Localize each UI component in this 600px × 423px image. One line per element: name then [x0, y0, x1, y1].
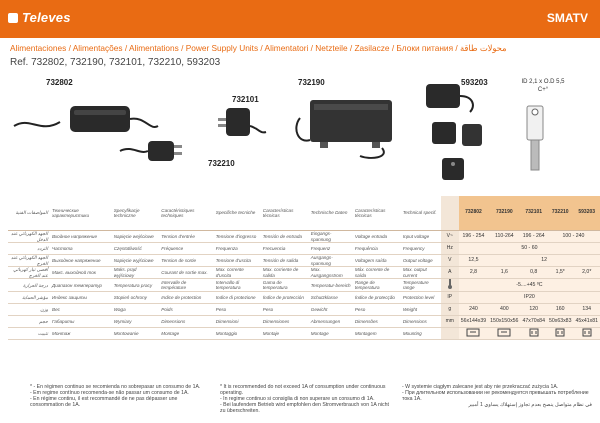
lang-header-es: Características técnicas: [261, 196, 309, 231]
code-732802: 732802: [459, 196, 488, 231]
product-code-732101: 732101: [232, 95, 259, 104]
code-732210: 732210: [547, 196, 574, 231]
top-bar: [0, 0, 600, 38]
plug-icon: [580, 328, 594, 337]
wall-mount-icon: [466, 328, 480, 337]
televes-logo: Televes: [8, 10, 71, 25]
power-supply-732101-image: [212, 104, 267, 142]
lang-header-de: Technische Daten: [309, 196, 353, 231]
table-row: درجة الحرارة Диапазон температур Temperatura pracy Intervalle de température Intervallo di temperatura Gama de temperatura Temperatur-bereich Range de temperatura Temperature range -5....+45 ºC: [8, 279, 600, 292]
code-593203: 593203: [573, 196, 600, 231]
table-row: الجهد الكهربائي عند الخرج Выходное напряжение Napięcie wyjściowe Tension de sortie Tensione d'uscita Tensión de salida Ausgangs-spannung Voltagem saída Output voltage V 12,5 12: [8, 255, 600, 267]
product-code-732190: 732190: [298, 78, 325, 87]
logo-mark-icon: [8, 13, 18, 23]
power-supply-732190-image: [290, 88, 410, 163]
table-row: الجهد الكهربائي عند الدخل Входное напряжение Napięcie wejściowe Tension d'entrée Tensione d'ingresso Tensión de entrada Eingangs-spannung Voltage entrada Input voltage V~ 196 - 254 110-264 196 - 264 100 - 240: [8, 231, 600, 243]
power-supply-732210-image: [118, 135, 218, 165]
product-code-593203: 593203: [461, 78, 488, 87]
thermometer-icon: [446, 279, 454, 289]
table-row: مؤشر الحماية Индекс защиты Stopień ochrony Indice de protection Indice di protezione Índice de protección Schutzklasse Índice de protecção Protection level IP IP20: [8, 292, 600, 304]
table-row: أقصى تيار كهربائي عند الخرج Макс. выходной ток Maks. prąd wyjściowy Courant de sortie max. Max. corrente d'uscita Max. corriente de salida Max. Ausgangsstrom Máx. corrente de saída Max. output current A 2,8 1,6 0,8 1,5* 2,0*: [8, 267, 600, 279]
product-code-732210: 732210: [208, 159, 235, 168]
lang-header-it: Specifiche tecniche: [214, 196, 261, 231]
footnotes-col3: - W systemie ciągłym zalecane jest aby nie przekraczać zużycia 1A. - При длительном использовании не рекомендуется превышать потребление тока 1А. في نظام متواصل ينصح بعدم تجاوز إستهلاك يساوي 1 أمبير: [402, 384, 592, 408]
table-header-row: [8, 196, 600, 231]
table-row: التردد Частота Częstotliwość Fréquence Frequenza Frecuencia Frequenz Frequência Frequency Hz 50 - 60: [8, 243, 600, 255]
lang-header-en: Technical specif.: [401, 196, 441, 231]
lang-header-pt: Características técnicas: [353, 196, 401, 231]
footnotes-col2: * It is recommended do not exceed 1A of consumption under continuous operating. - In regime continuo si consiglia di non superare un consumo di 1A. - Bei laufendem Betrieb wird empfohlen den Stromverbrauch von 1A nicht zu überschreiten.: [220, 384, 389, 414]
table-row: وزن Вес Waga Poids Peso Peso Gewicht Peso Weight g 240 400 120 160 134: [8, 304, 600, 316]
spec-table: [8, 196, 600, 340]
lang-header-fr: Caractéristiques techniques: [159, 196, 214, 231]
connector-spec: ID 2,1 x O.D 5,5 C+°: [521, 79, 565, 93]
lang-header-ar: المواصفات الفنية: [8, 196, 50, 231]
wall-mount-icon: [497, 328, 511, 337]
plug-icon: [527, 328, 541, 337]
page-title: Alimentaciones / Alimentações / Alimentations / Power Supply Units / Alimentatori / Netzteile / Zasilacze / Блоки питания / محولات طاقة: [10, 43, 507, 53]
code-732190: 732190: [488, 196, 520, 231]
lang-header-ru: Технические характеристики: [50, 196, 112, 231]
plug-icon: [553, 328, 567, 337]
table-row: تثبيت Монтаж Montowanie Montage Montaggio Montaje Montage Montagem Mounting: [8, 328, 600, 340]
power-supply-593203-image: [418, 82, 498, 187]
table-row: حجم Габариты Wymiary Dimensions Dimensioni Dimensiones Abmessungen Dimensões Dimensions mm 56x144x39 150x150x56 47x70x84 50x63x83 45x41x81: [8, 316, 600, 328]
code-732101: 732101: [520, 196, 547, 231]
footnotes-col1: * - En régimen continuo se recomienda no sobrepasar un consumo de 1A. - Em regime contínuo recomenda-se não passar um consumo de 1A. - En régime continu, il est recommandé de ne pas dépasser une consommation de 1A.: [30, 384, 201, 408]
lang-header-pl: Specyfikacje techniczne: [112, 196, 160, 231]
section-label: SMATV: [546, 11, 588, 25]
reference-list: Ref. 732802, 732190, 732101, 732210, 593203: [10, 57, 221, 68]
product-code-732802: 732802: [46, 78, 73, 87]
dc-connector-image: [505, 98, 565, 188]
